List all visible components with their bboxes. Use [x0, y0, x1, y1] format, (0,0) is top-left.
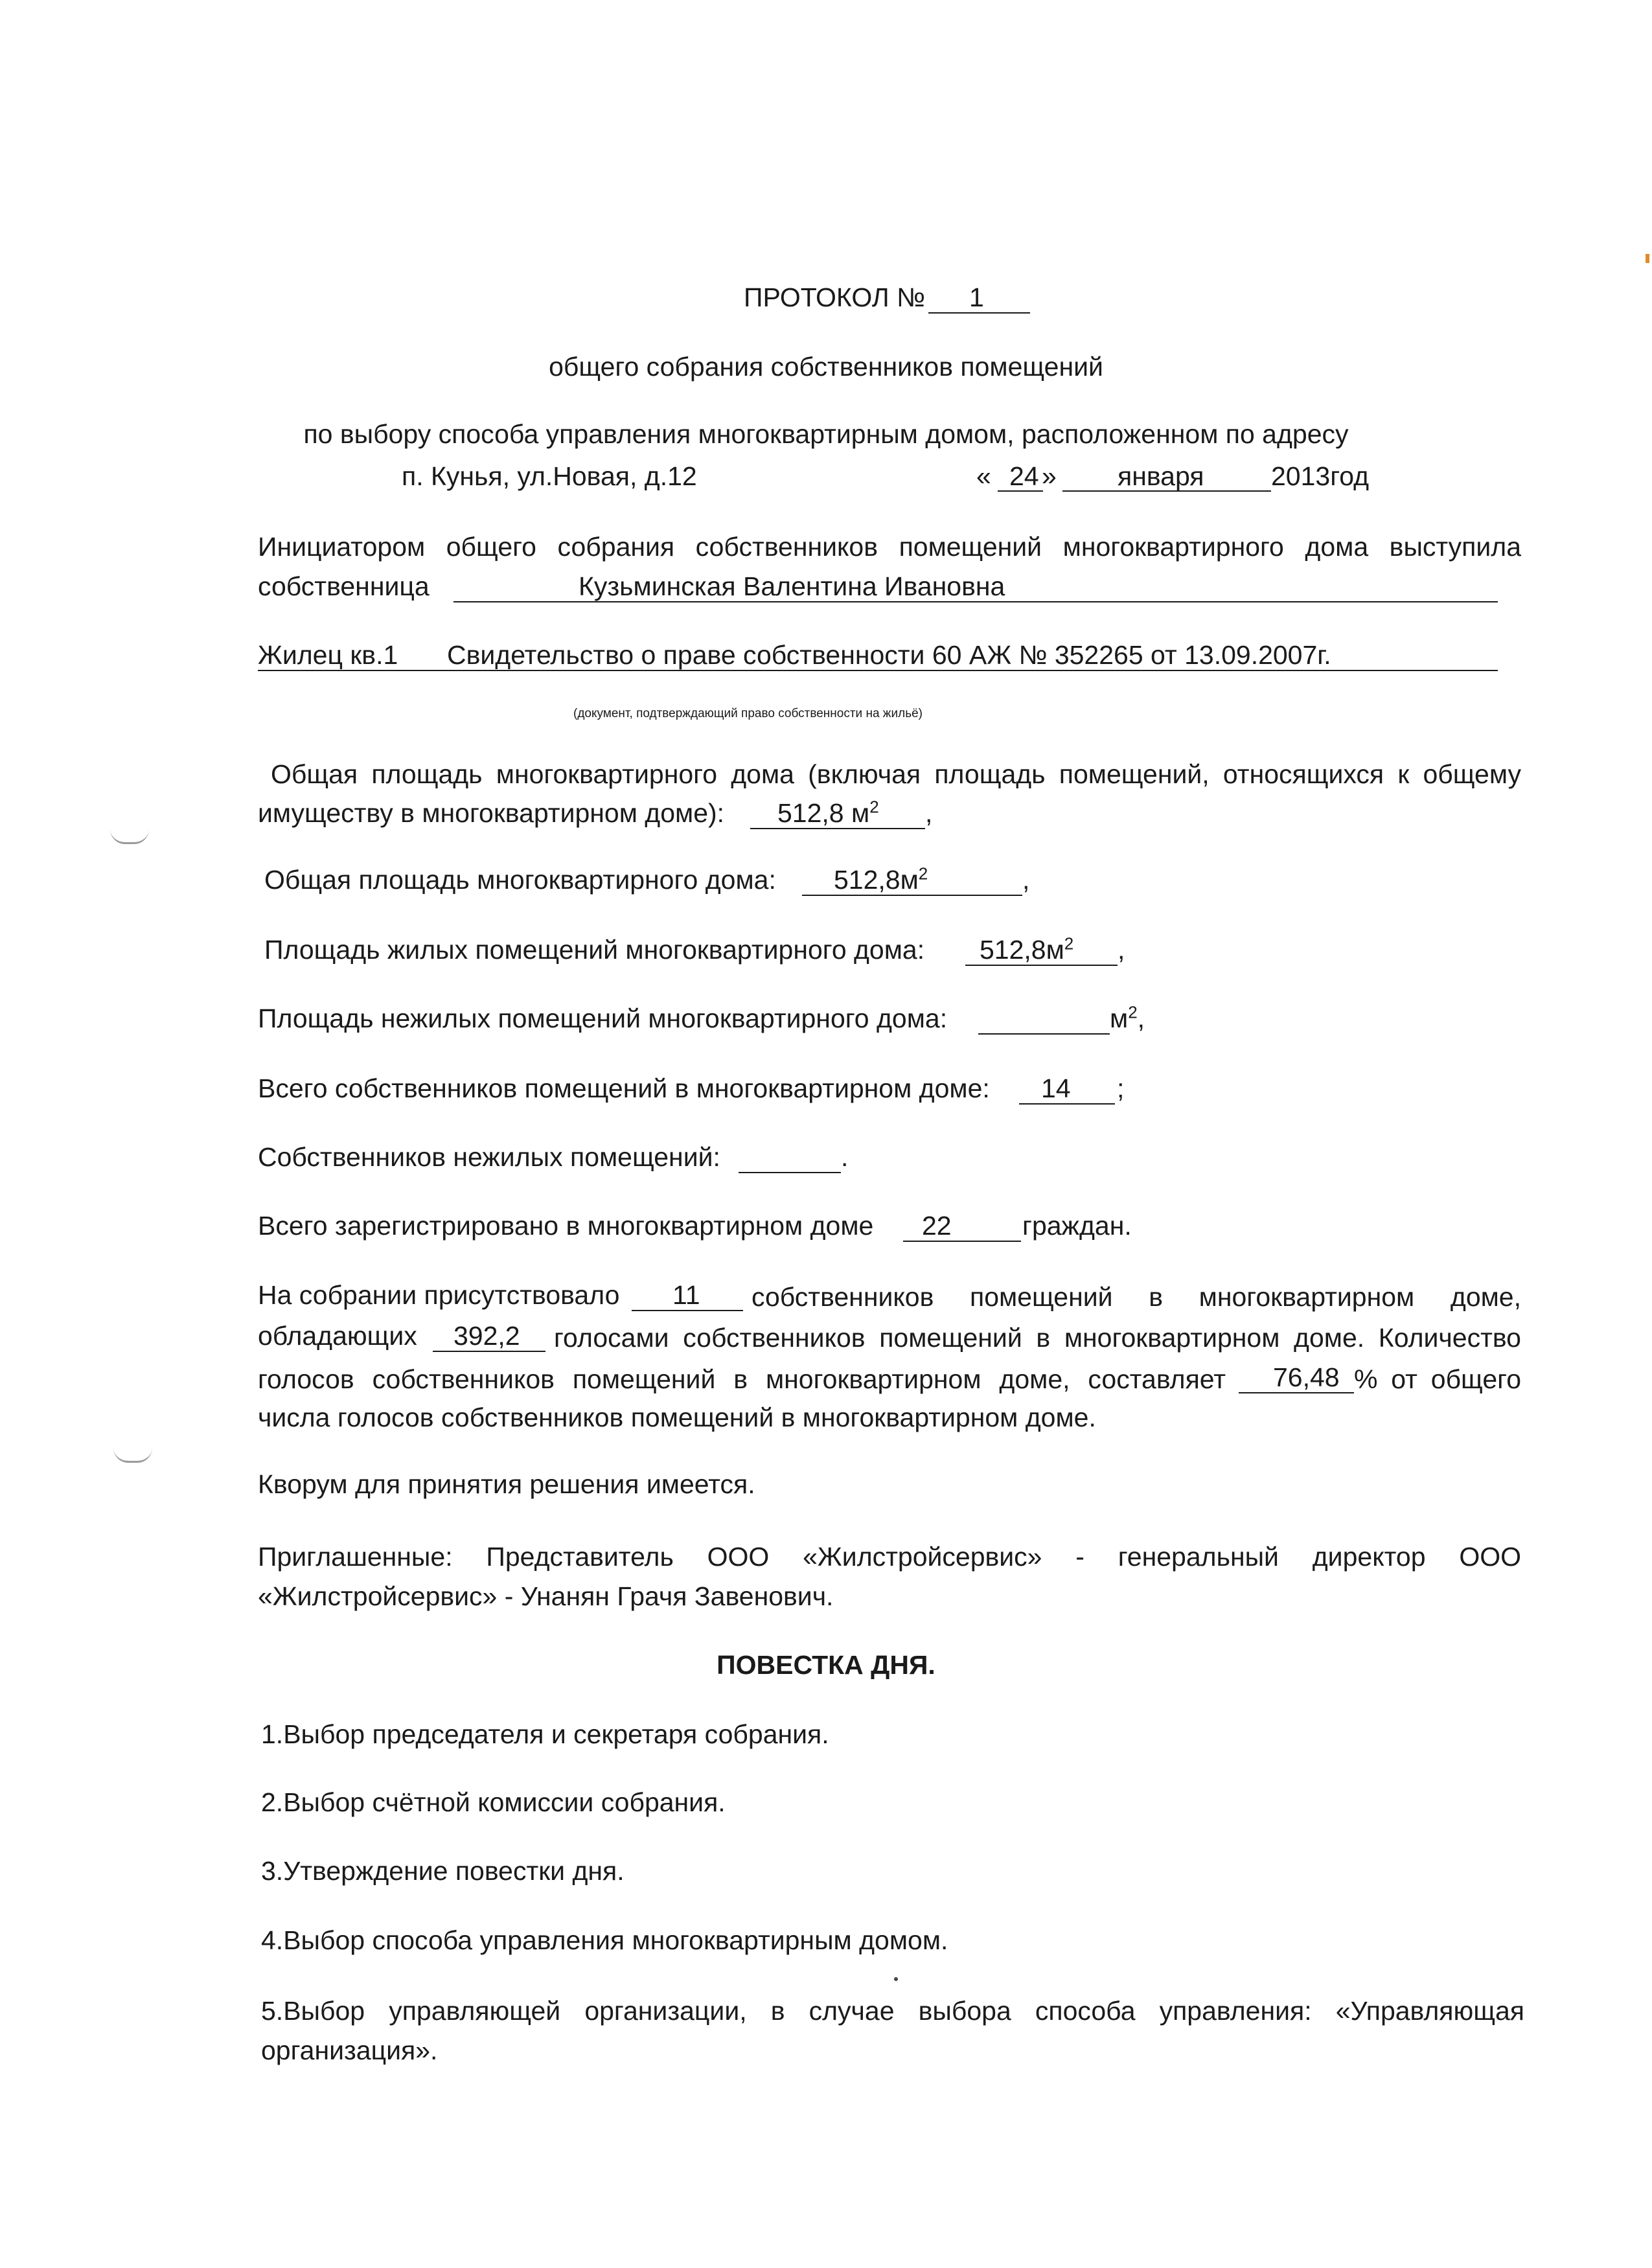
votes-value: 392,2	[453, 1321, 520, 1351]
certificate-underline	[258, 670, 1498, 671]
total-area-value	[834, 865, 928, 895]
date-quote-close: »	[1042, 461, 1057, 491]
protocol-number: 1	[969, 282, 984, 312]
attendance-text-1: На собрании присутствовало	[258, 1280, 620, 1310]
agenda-item: организация».	[261, 2035, 438, 2065]
attendance-text-4: голосами собственников помещений в многоквартирном доме. Количество	[554, 1323, 1521, 1353]
superscript: 2	[1128, 1002, 1138, 1022]
initiator-name: Кузьминская Валентина Ивановна	[579, 571, 1005, 601]
superscript: 2	[869, 797, 879, 817]
document-note: (документ, подтверждающий право собственности на жильё)	[573, 707, 923, 720]
scan-artifact	[894, 1977, 898, 1981]
agenda-item: 5.Выбор управляющей организации, в случае выбора способа управления: «Управляющая	[261, 1996, 1524, 2026]
superscript: 2	[1064, 934, 1074, 954]
comma: ,	[1118, 935, 1125, 965]
date-month: января	[1118, 461, 1204, 491]
attendance-text-5: голосов собственников помещений в многоквартирном доме, составляет	[258, 1364, 1226, 1394]
scan-artifact	[1646, 254, 1649, 263]
scan-artifact	[110, 829, 149, 844]
date-year: 2013год	[1271, 461, 1370, 491]
total-area-number: 512,8м	[834, 865, 919, 895]
percent-value: 76,48	[1273, 1362, 1340, 1392]
protocol-title	[744, 282, 925, 313]
nonliving-owners-label: Собственников нежилых помещений:	[258, 1142, 720, 1172]
agenda-item: 1.Выбор председателя и секретаря собрания.	[261, 1719, 829, 1749]
ownership-certificate: Свидетельство о праве собственности 60 АЖ № 352265 от 13.09.2007г.	[447, 640, 1331, 670]
comma: ,	[925, 798, 933, 828]
registered-value: 22	[922, 1211, 952, 1241]
living-area-label: Площадь жилых помещений многоквартирного дома:	[264, 935, 925, 965]
nonliving-area-unit	[1110, 1003, 1145, 1034]
protocol-subtitle-2: по выбору способа управления многоквартирным домом, расположенном по адресу	[303, 419, 1349, 449]
total-area-label: Общая площадь многоквартирного дома:	[264, 865, 776, 895]
date-quote-open: «	[976, 461, 991, 491]
comma: ,	[1137, 1003, 1145, 1033]
present-value: 11	[672, 1280, 700, 1310]
attendance-text-6: % от общего	[1354, 1364, 1521, 1394]
resident-label: Жилец кв.1	[258, 640, 398, 670]
owners-total-value: 14	[1041, 1073, 1071, 1103]
total-area-incl-number: 512,8 м	[777, 798, 870, 828]
attendance-text-2: собственников помещений в многоквартирном доме,	[751, 1282, 1521, 1312]
registered-suffix: граждан.	[1022, 1211, 1132, 1241]
period: .	[841, 1142, 849, 1172]
total-area-incl-line1: Общая площадь многоквартирного дома (включая площадь помещений, относящихся к общему	[271, 759, 1521, 789]
unit-m: м	[1110, 1003, 1129, 1033]
total-area-incl-value	[777, 798, 879, 829]
date-day: 24	[1009, 461, 1039, 491]
living-area-value	[980, 935, 1073, 965]
agenda-title: ПОВЕСТКА ДНЯ.	[717, 1650, 935, 1680]
agenda-item: 4.Выбор способа управления многоквартирным домом.	[261, 1925, 948, 1955]
comma: ,	[1022, 865, 1030, 895]
invited-line-1: Приглашенные: Представитель ООО «Жилстройсервис» - генеральный директор ООО	[258, 1542, 1521, 1572]
registered-label: Всего зарегистрировано в многоквартирном доме	[258, 1211, 874, 1241]
quorum-text: Кворум для принятия решения имеется.	[258, 1469, 755, 1499]
initiator-label: собственница	[258, 571, 430, 601]
attendance-text-7: числа голосов собственников помещений в многоквартирном доме.	[258, 1403, 1096, 1432]
address: п. Кунья, ул.Новая, д.12	[402, 461, 697, 491]
agenda-item: 3.Утверждение повестки дня.	[261, 1856, 625, 1886]
living-area-number: 512,8м	[980, 935, 1064, 965]
nonliving-area-underline	[978, 1033, 1110, 1035]
initiator-line: Инициатором общего собрания собственников помещений многоквартирного дома выступила	[258, 532, 1521, 562]
protocol-subtitle: общего собрания собственников помещений	[549, 352, 1103, 382]
total-area-incl-label: имуществу в многоквартирном доме):	[258, 798, 725, 828]
attendance-text-3: обладающих	[258, 1321, 417, 1351]
semicolon: ;	[1117, 1073, 1125, 1103]
nonliving-owners-underline	[739, 1172, 841, 1173]
invited-line-2: «Жилстройсервис» - Унанян Грачя Завенович.	[258, 1581, 834, 1611]
owners-total-label: Всего собственников помещений в многоквартирном доме:	[258, 1073, 990, 1103]
registered-underline	[903, 1241, 1021, 1242]
superscript: 2	[918, 864, 928, 884]
nonliving-area-label: Площадь нежилых помещений многоквартирного дома:	[258, 1003, 948, 1033]
protocol-label: ПРОТОКОЛ №	[744, 282, 926, 312]
agenda-item: 2.Выбор счётной комиссии собрания.	[261, 1787, 726, 1817]
scan-artifact	[113, 1448, 152, 1463]
